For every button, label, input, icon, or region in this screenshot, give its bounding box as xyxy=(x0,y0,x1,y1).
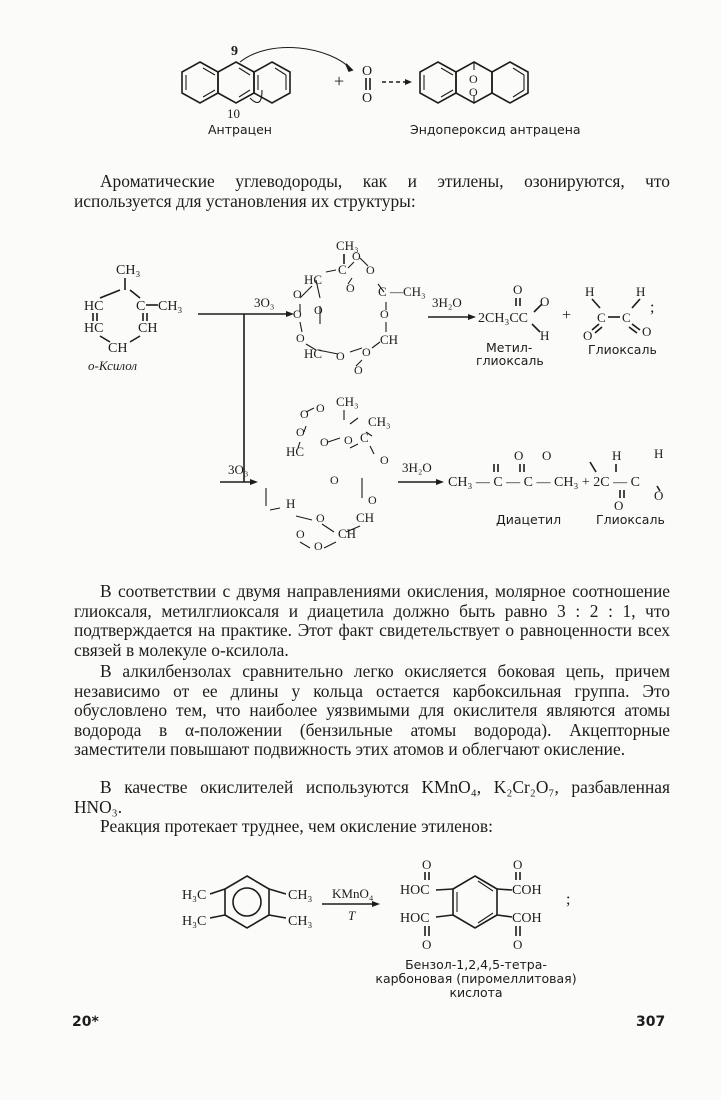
ozonide2-o-6: O xyxy=(380,453,389,467)
glyoxal-o-right: O xyxy=(642,324,652,339)
methylglyoxal-h: H xyxy=(540,328,550,343)
glyoxal-lower-h-2: H xyxy=(654,446,664,461)
plus-sign-upper: + xyxy=(562,307,572,324)
ozonide2-ch3-top: CH₃ xyxy=(336,394,359,409)
ozonide2-o-4: O xyxy=(320,435,329,449)
glyoxal-caption-upper: Глиоксаль xyxy=(588,342,657,357)
bridge-oxygen-bottom: O xyxy=(469,85,478,99)
ozonide2-ch3-right: CH₃ xyxy=(368,414,391,429)
durene-h3c-top: H₃C xyxy=(182,888,207,903)
reagent-ozone-upper: 3O₃ xyxy=(254,295,275,310)
methylglyoxal-o-top: O xyxy=(513,282,523,297)
oxygen-atom-top: O xyxy=(362,64,373,79)
signature-mark: 20* xyxy=(72,1014,99,1030)
ozonide1-o-9: O xyxy=(362,345,371,359)
methylglyoxal-o-right: O xyxy=(540,294,550,309)
xylene-ozonolysis-scheme xyxy=(0,232,721,562)
ozonide1-hc-bottom: HC xyxy=(304,346,323,361)
ozonide2-o-2: O xyxy=(316,401,325,415)
acid-o-3: O xyxy=(422,937,432,952)
xylene-c-center: C xyxy=(136,299,146,314)
anthracene-oxygen-reaction-scheme xyxy=(0,40,721,145)
ozonide1-o-1: O xyxy=(352,249,361,263)
ozonide2-hc: HC xyxy=(286,444,305,459)
paragraph-harder-reaction-text: Реакция протекает труднее, чем окисление этиленов: xyxy=(100,816,493,836)
ozonide1-o-7: O xyxy=(380,307,389,321)
atom-label-9: 9 xyxy=(231,44,238,59)
triozonide-lower xyxy=(266,394,391,553)
condition-temperature: T xyxy=(348,908,356,923)
paragraph-oxidizers xyxy=(74,778,670,817)
ozonide2-o-3: O xyxy=(296,425,305,439)
ozonide2-o-1: O xyxy=(300,407,309,421)
durene-ch3-top: CH₃ xyxy=(288,888,313,903)
semicolon-product: ; xyxy=(566,891,571,908)
ozonide1-ch: CH xyxy=(380,332,399,347)
ozonide2-h: H xyxy=(286,496,296,511)
acid-hoc-bottom: HOC xyxy=(400,911,430,926)
reagent-ozone-lower: 3O₃ xyxy=(228,462,249,477)
methylglyoxal-caption-line1: Метил- xyxy=(486,340,533,355)
anthracene-caption: Антрацен xyxy=(208,122,272,137)
caption-line-2: карбоновая (пиромеллитовая) xyxy=(375,971,577,986)
durene-ch3-bottom: CH₃ xyxy=(288,914,313,929)
reagent-kmno4: KMnO₄ xyxy=(332,886,374,901)
o-xylene-structure xyxy=(84,263,182,373)
acid-hoc-top: HOC xyxy=(400,883,430,898)
paragraph-side-chain xyxy=(74,662,670,760)
paragraph-molar-ratio-text: В соответствии с двумя направлениями окисления, молярное соотношение глиоксаля, метилглиоксаля и диацетила должно быть равно 3 : 2 : 1, что подтверждается на практике. Этот факт свидетельствует о равноценности всех связей в молекуле о-ксилола. xyxy=(74,581,670,660)
ozonide1-o-6: O xyxy=(314,303,323,317)
xylene-caption: о-Ксилол xyxy=(88,358,138,373)
acid-o-2: O xyxy=(513,857,523,872)
diacetyl-caption: Диацетил xyxy=(496,512,562,527)
ozonide1-c-right: C xyxy=(378,284,387,299)
glyoxal-o-left: O xyxy=(583,328,593,343)
ozonide2-ch-bottom: CH xyxy=(338,526,357,541)
glyoxal-lower-o-1: O xyxy=(614,498,624,513)
glyoxal-caption-lower: Глиоксаль xyxy=(596,512,665,527)
paragraph-ozonation-intro xyxy=(74,172,670,211)
xylene-ch3-top: CH₃ xyxy=(116,263,141,278)
anthracene-structure xyxy=(182,48,352,103)
caption-line-1: Бензол-1,2,4,5-тетра- xyxy=(405,957,547,972)
page-number: 307 xyxy=(636,1014,666,1030)
acid-coh-top: COH xyxy=(512,883,542,898)
ozonide2-o-7: O xyxy=(330,473,339,487)
ozonide2-o-9: O xyxy=(368,493,377,507)
glyoxal-h-left: H xyxy=(585,284,595,299)
paragraph-side-chain-text: В алкилбензолах сравнительно легко окисляется боковая цепь, причем независимо от ее длины у кольца остается карбоксильная группа. Это обусловлено тем, что наиболее уязвимыми для окислителя являются атомы водорода в α-положении (бензильные атомы водорода). Акцепторные заместители повышают подвижность этих атомов и облегчают окисление. xyxy=(74,661,670,760)
methylglyoxal-caption-line2: глиоксаль xyxy=(476,353,544,368)
paragraph-molar-ratio xyxy=(74,582,670,660)
glyoxal-lower-o-2: O xyxy=(654,488,664,503)
caption-line-3: кислота xyxy=(449,985,503,1000)
glyoxal-lower-h-1: H xyxy=(612,448,622,463)
glyoxal-c-left: C xyxy=(597,310,606,325)
semicolon-upper: ; xyxy=(650,299,655,316)
methylglyoxal-formula: 2CH₃CC xyxy=(478,311,529,326)
acid-o-1: O xyxy=(422,857,432,872)
acid-coh-bottom: COH xyxy=(512,911,542,926)
xylene-hc-upper: HC xyxy=(84,299,104,314)
ozonide1-o-2: O xyxy=(366,263,375,277)
acid-o-4: O xyxy=(513,937,523,952)
paragraph-oxidizers-text: В качестве окислителей используются KMnO₄, K₂Cr₂O₇, разбавленная HNO₃. xyxy=(74,777,670,817)
ozonide1-hc: HC xyxy=(304,272,323,287)
plus-sign: + xyxy=(334,71,345,91)
bridge-oxygen-top: O xyxy=(469,72,478,86)
xylene-hc-lower: HC xyxy=(84,321,104,336)
ozonide1-o-10: O xyxy=(336,349,345,363)
durene-h3c-bottom: H₃C xyxy=(182,914,207,929)
glyoxal-h-right: H xyxy=(636,284,646,299)
diacetyl-formula: CH₃ — C — C — CH₃ + 2C — C xyxy=(448,475,640,490)
xylene-ch-bottom: CH xyxy=(108,341,128,356)
reagent-water-upper: 3H₂O xyxy=(432,295,462,310)
ozonide2-c: C xyxy=(360,430,369,445)
ozonide2-o-5: O xyxy=(344,433,353,447)
durene-structure xyxy=(225,876,269,928)
glyoxal-c-right: C xyxy=(622,310,631,325)
pyromellitic-acid-scheme xyxy=(0,852,721,1002)
triozonide-upper xyxy=(293,238,426,377)
ozonide1-o-11: O xyxy=(354,363,363,377)
ozonide1-c: C xyxy=(338,262,347,277)
ozonide1-o-5: O xyxy=(293,307,302,321)
ozonide2-o-11: O xyxy=(314,539,323,553)
diacetyl-o-left: O xyxy=(514,448,524,463)
ozonide2-o-8: O xyxy=(316,511,325,525)
ozonide1-ch3-right: —CH₃ xyxy=(390,284,426,299)
ozonide1-o-3: O xyxy=(346,281,355,295)
ozonide1-ch3-top: CH₃ xyxy=(336,238,359,253)
oxygen-atom-bottom: O xyxy=(362,91,373,106)
xylene-ch-right: CH xyxy=(138,321,158,336)
ozonide1-o-8: O xyxy=(296,331,305,345)
atom-label-10: 10 xyxy=(227,106,240,121)
paragraph-harder-reaction xyxy=(74,817,670,837)
ozonide2-o-10: O xyxy=(296,527,305,541)
diacetyl-o-right: O xyxy=(542,448,552,463)
endoperoxide-caption: Эндопероксид антрацена xyxy=(410,122,581,137)
pyromellitic-acid-structure xyxy=(453,876,497,928)
ozonide1-o-4: O xyxy=(293,287,302,301)
reagent-water-lower: 3H₂O xyxy=(402,460,432,475)
pyromellitic-acid-caption xyxy=(366,958,586,1000)
ozonide2-ch-right: CH xyxy=(356,510,375,525)
paragraph-ozonation-intro-text: Ароматические углеводороды, как и этилены, озонируются, что используется для установления их структуры: xyxy=(74,171,670,211)
xylene-ch3-right: CH₃ xyxy=(158,299,183,314)
